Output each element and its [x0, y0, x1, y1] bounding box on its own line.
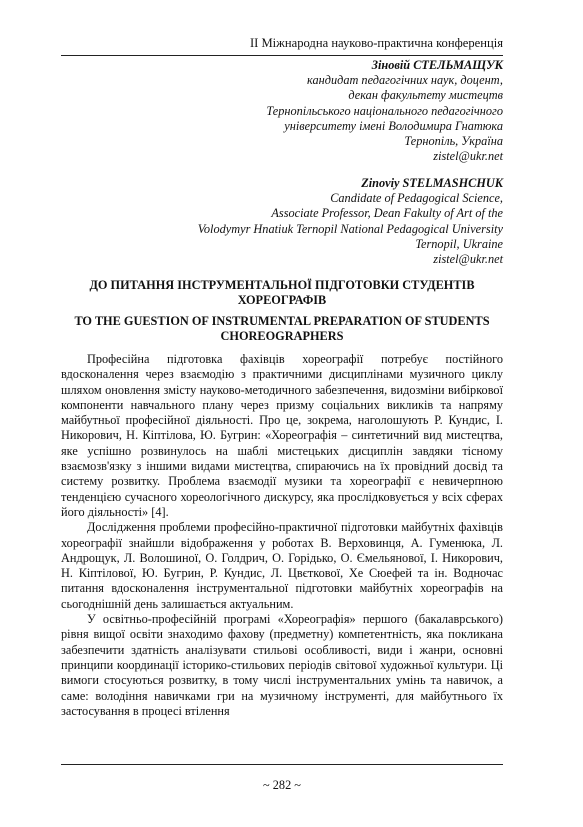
author-line: Ternopil, Ukraine [415, 236, 503, 251]
header-divider [61, 55, 503, 56]
author-line: кандидат педагогічних наук, доцент, [307, 73, 503, 88]
author-email: zistel@ukr.net [433, 149, 503, 164]
footer-divider [61, 764, 503, 765]
author-line: Volodymyr Hnatiuk Ternopil National Pedagogical University [197, 221, 503, 236]
author-line: Candidate of Pedagogical Science, [330, 191, 503, 206]
body-paragraph: Дослідження проблеми професійно-практичної підготовки майбутніх фахівців хореографії знайшли відображення у роботах В. Верховинця, А. Гуменюка, Л. Андрощук, Л. Волошиної, О. Голдрич, О. Горідько, О. Ємельянової, І. Никорович, Н. Кіптілової, Ю. Бугрин, Р. Кундис, Л. Цвєткової, Хе Сюефей та ін. Водночас питання вдосконалення інструментальної підготовки майбутніх хореографів на сьогоднішній день залишається актуальним. [61, 520, 503, 611]
running-header: II Міжнародна науково-практична конференція [249, 36, 503, 50]
body-paragraph: Професійна підготовка фахівців хореографії потребує постійного вдосконалення через взаємодію з практичними дисциплінами музичного циклу шляхом оновлення змісту науково-методичного забезпечення, видозміни вибіркової компоненти навчального плану через призму соціальних викликів та напряму майбутньої професійної діяльності. Про це, зокрема, наголошують Р. Кундис, І. Никорович, Н. Кіптілова, Ю. Бугрин: «Хореографія – синтетичний вид мистецтва, яке успішно розвинулось на шаблі мистецьких дисциплін завдяки тісному взаємозв'язку з іншими видами мистецтва, спираючись на їх провідний досвід та систему розвитку. Проблема взаємодії музики та хореографії є невичерпною тенденцією сучасного хореологічного дискурсу, яка прослідковується у всіх сферах його діяльності» [4]. [61, 352, 503, 519]
article-title-uk: ДО ПИТАННЯ ІНСТРУМЕНТАЛЬНОЇ ПІДГОТОВКИ СТУДЕНТІВ ХОРЕОГРАФІВ [89, 278, 475, 307]
author-block-en [61, 176, 503, 267]
body-paragraph: У освітньо-професійній програмі «Хореографія» першого (бакалаврського) рівня вищої освіти знаходимо фахову (предметну) компетентність, яка покликана забезпечити здатність аналізувати стильові особливості, види і жанри, основні принципи координації історико-стильових періодів світової художньої культури. Ці вимоги стосуються розвитку, в тому числі інструментальних умінь та навичок, а саме: володіння навичками гри на музичному інструменті, для майбутнього їх застосування в процесі втілення [61, 612, 503, 718]
page-number: ~ 282 ~ [263, 778, 301, 792]
article-body [61, 352, 503, 719]
author-block-uk [61, 58, 503, 164]
author-line: університету імені Володимира Гнатюка [284, 118, 503, 133]
author-name-uk: Зіновій СТЕЛЬМАЩУК [371, 58, 503, 72]
article-title-en: TO THE GUESTION OF INSTRUMENTAL PREPARATION OF STUDENTS CHOREOGRAPHERS [74, 314, 490, 343]
author-name-en: Zinoviy STELMASHCHUK [361, 176, 503, 190]
author-line: Тернопільського національного педагогічного [266, 103, 503, 118]
author-line: Тернопіль, Україна [404, 134, 503, 149]
author-email: zistel@ukr.net [433, 252, 503, 267]
author-line: Associate Professor, Dean Fakulty of Art of the [271, 206, 503, 221]
author-line: декан факультету мистецтв [348, 88, 503, 103]
